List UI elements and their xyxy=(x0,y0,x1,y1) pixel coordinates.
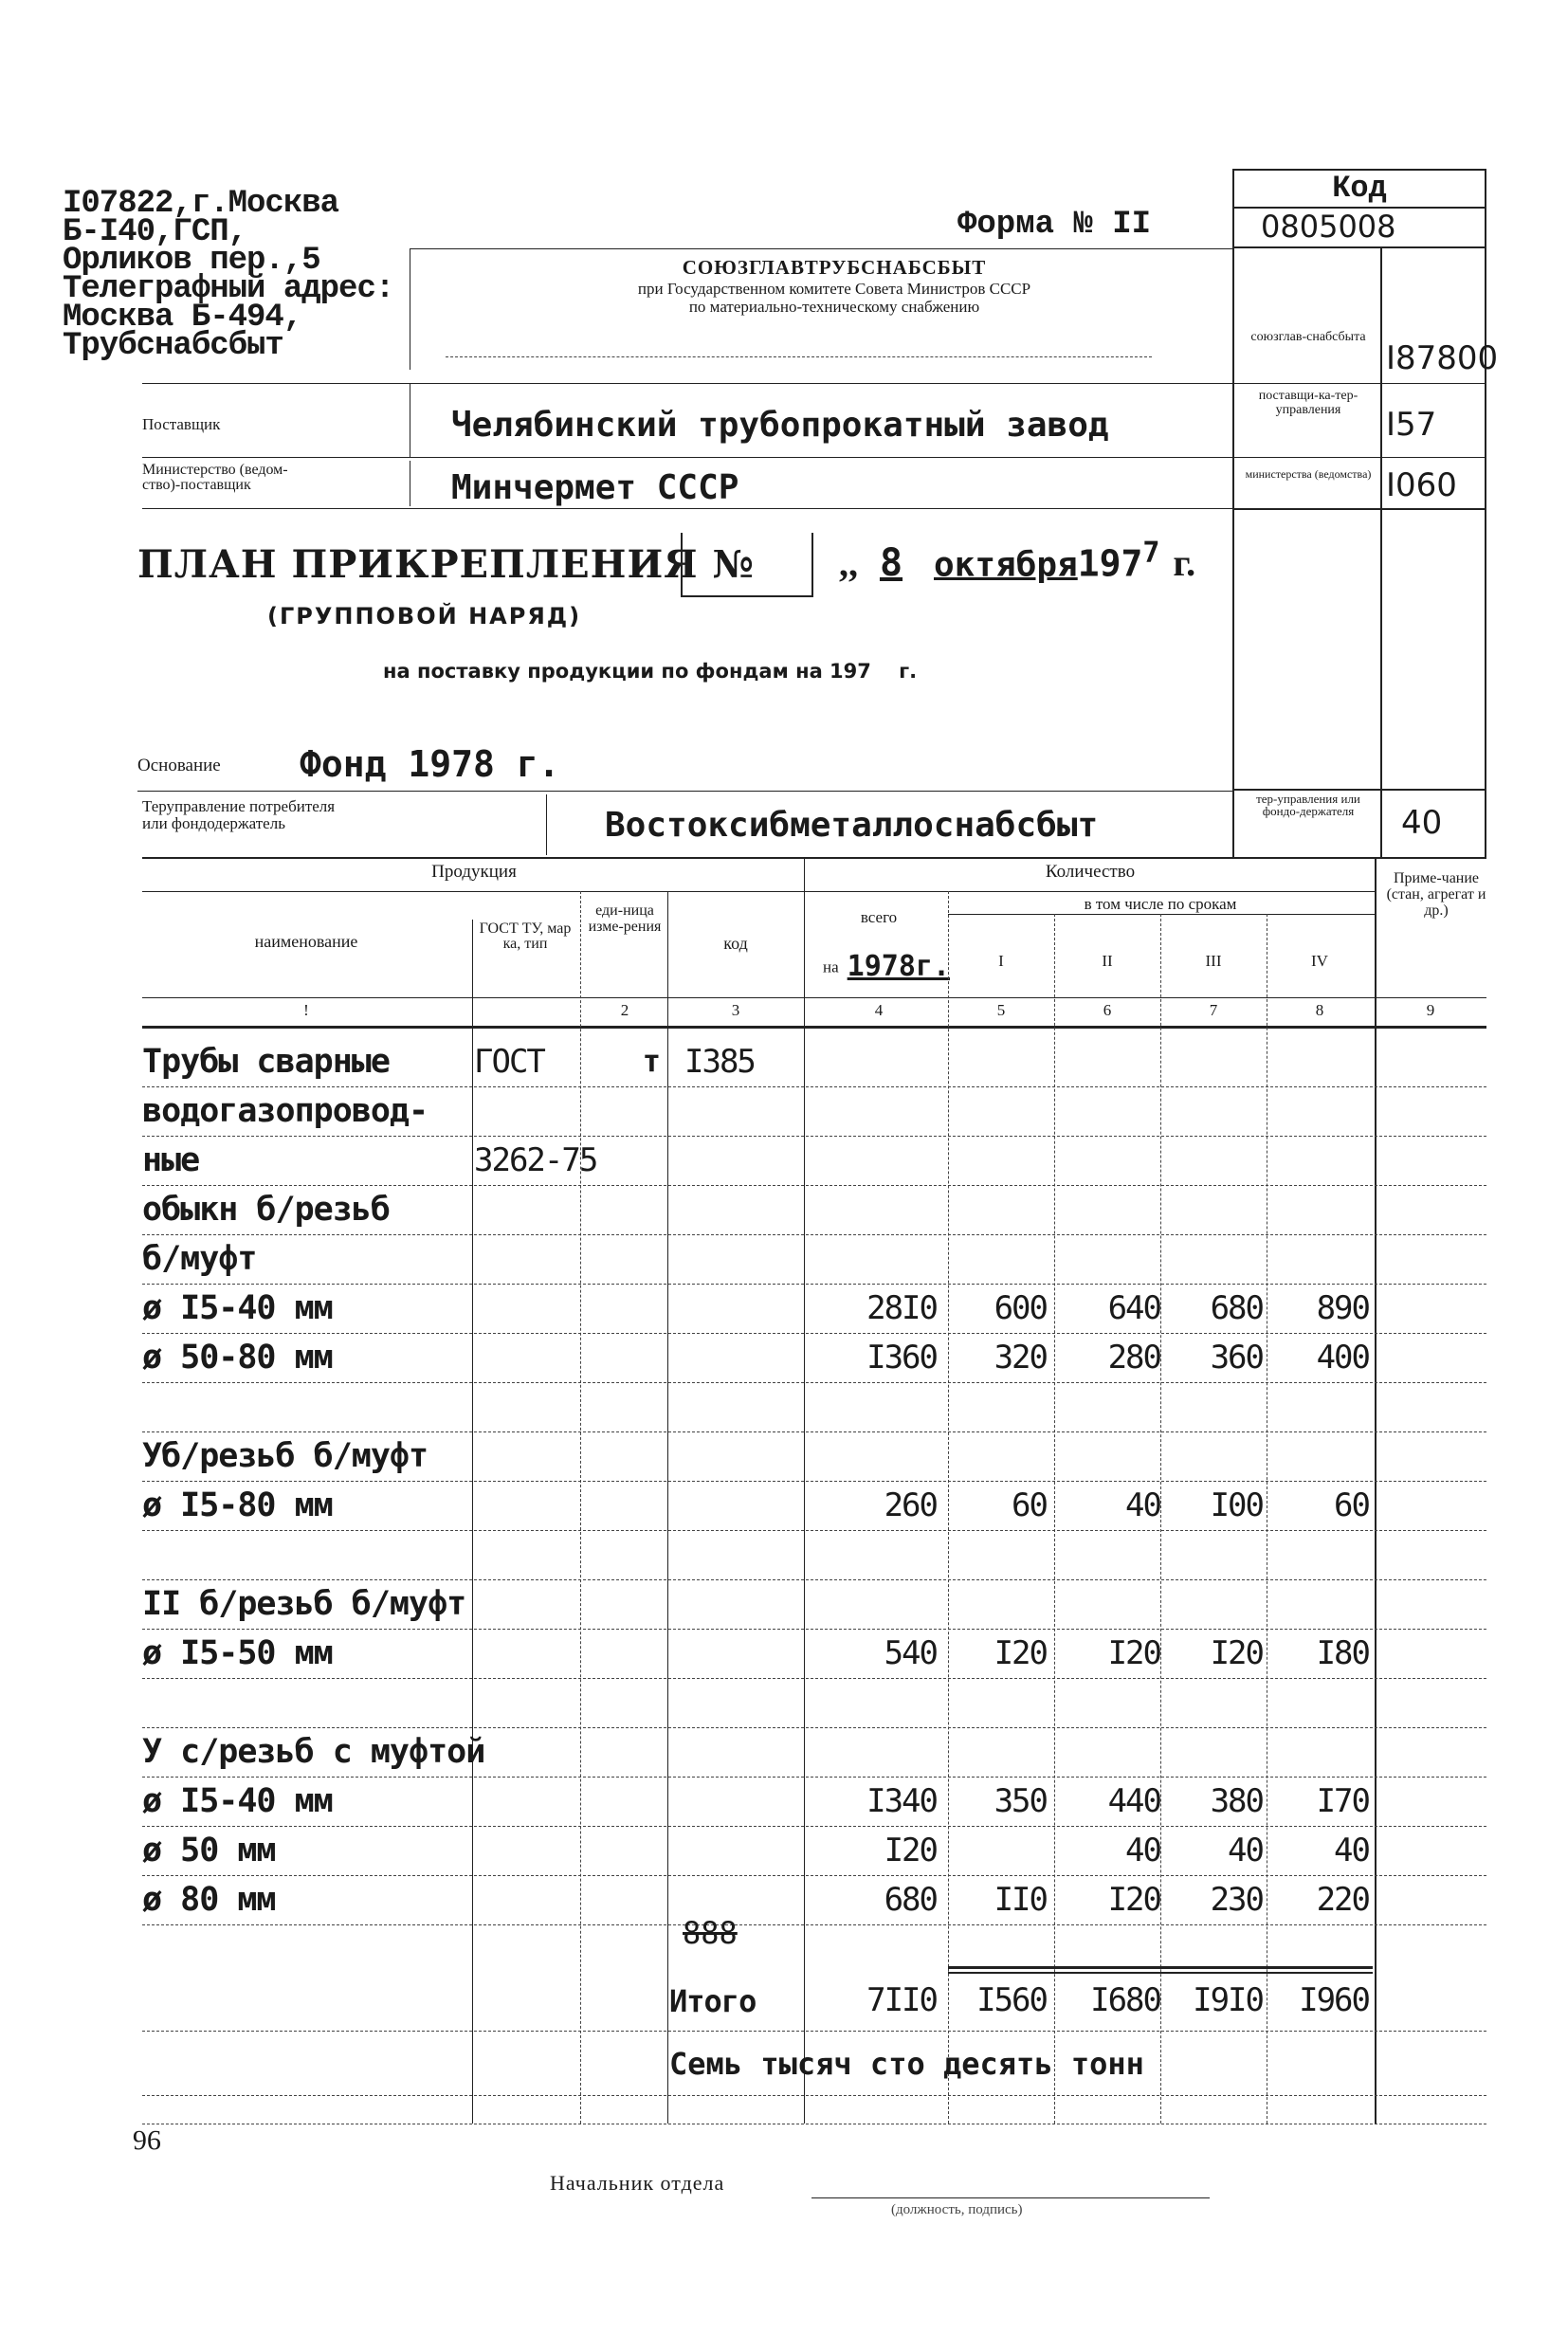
plan-subtitle: (ГРУППОВОЙ НАРЯД) xyxy=(267,603,582,629)
plan-date xyxy=(839,537,1195,585)
address-line-3: Орликов пер.,5 xyxy=(63,243,320,279)
cell-q3: I20 xyxy=(1210,1634,1263,1672)
cell-q2: 440 xyxy=(1107,1782,1160,1820)
cell-q4: 220 xyxy=(1316,1881,1369,1919)
colnum-2: 2 xyxy=(620,1001,629,1019)
sender-address xyxy=(63,186,394,364)
cell-q3: I00 xyxy=(1210,1486,1263,1524)
org-subtitle-1: при Государственном комитете Совета Министров СССР xyxy=(637,280,1031,298)
cell-q2: 640 xyxy=(1107,1289,1160,1327)
row-rule xyxy=(142,1086,1486,1087)
th-name: наименование xyxy=(254,932,358,951)
code-box xyxy=(1232,169,1486,859)
ter-code-label: тер-управления или фондо-держателя xyxy=(1256,792,1360,818)
cell-q2: 40 xyxy=(1125,1832,1160,1869)
th-q3: III xyxy=(1205,952,1222,970)
row-rule xyxy=(142,1382,1486,1383)
cell-total: 540 xyxy=(884,1634,937,1672)
th-total-year xyxy=(823,944,950,984)
th-code: код xyxy=(723,934,748,953)
colnum-0: ! xyxy=(303,1001,309,1019)
colnum-8: 8 xyxy=(1315,1001,1324,1019)
cell-total: 260 xyxy=(884,1486,937,1524)
th-q2: II xyxy=(1102,952,1113,970)
total-q1: I560 xyxy=(976,1981,1047,2019)
th-product: Продукция xyxy=(431,862,517,882)
date-suffix: г. xyxy=(1173,541,1196,585)
code-header: Код xyxy=(1332,171,1387,206)
cell-q4: I80 xyxy=(1316,1634,1369,1672)
cell-q2: 40 xyxy=(1125,1486,1160,1524)
cell-name: ные xyxy=(142,1141,200,1179)
cell-gost: 3262-75 xyxy=(474,1141,597,1179)
row-rule xyxy=(142,1431,1486,1432)
cell-q1: 60 xyxy=(1012,1486,1047,1524)
soyuz-code-value: I87800 xyxy=(1386,339,1499,377)
row-rule xyxy=(142,1777,1486,1778)
row-rule xyxy=(142,1234,1486,1235)
org-subtitle-2: по материально-техническому снабжению xyxy=(688,298,980,316)
cell-q2: I20 xyxy=(1107,1881,1160,1919)
cell-total: 680 xyxy=(884,1881,937,1919)
ministry-code-label: министерства (ведомства) xyxy=(1245,467,1372,481)
date-month: октября xyxy=(934,545,1078,585)
ministry-label-1: Министерство (ведом- xyxy=(142,462,288,478)
cell-name: ø 50 мм xyxy=(142,1832,276,1869)
cell-name: Уб/резьб б/муфт xyxy=(142,1437,428,1475)
total-words: Семь тысяч сто десять тонн xyxy=(669,2046,1144,2082)
cell-gost: ГОСТ xyxy=(474,1043,544,1081)
th-q1: I xyxy=(998,952,1004,970)
cell-name: У с/резьб с муфтой xyxy=(142,1733,485,1771)
signature-hint: (должность, подпись) xyxy=(891,2202,1023,2217)
supplier-value: Челябинский трубопрокатный завод xyxy=(451,406,1109,445)
row-rule xyxy=(142,1579,1486,1580)
row-rule xyxy=(142,1284,1486,1285)
basis-label: Основание xyxy=(137,756,221,775)
cell-q2: I20 xyxy=(1107,1634,1160,1672)
cell-total: I360 xyxy=(866,1339,937,1377)
cell-q3: 230 xyxy=(1210,1881,1263,1919)
ministry-value: Минчермет СССР xyxy=(451,468,739,507)
soyuz-code-label: союзглав-снабсбыта xyxy=(1250,330,1366,344)
cell-name: б/муфт xyxy=(142,1240,257,1278)
cell-code: I385 xyxy=(684,1043,755,1081)
cell-q1: II0 xyxy=(994,1881,1047,1919)
cell-total: I20 xyxy=(884,1832,937,1869)
cell-name: ø I5-40 мм xyxy=(142,1782,333,1820)
supplier-code-value: I57 xyxy=(1386,406,1437,444)
row-rule xyxy=(142,1629,1486,1630)
plan-number-box[interactable] xyxy=(681,533,813,597)
total-label: Итого xyxy=(669,1983,757,2019)
cell-q2: 280 xyxy=(1107,1339,1160,1377)
cell-q1: 350 xyxy=(994,1782,1047,1820)
cell-q4: 60 xyxy=(1334,1486,1369,1524)
cell-q4: 890 xyxy=(1316,1289,1369,1327)
row-rule xyxy=(142,1826,1486,1827)
address-line-1: I07822,г.Москва xyxy=(63,186,339,222)
ministry-label xyxy=(142,463,288,493)
date-year-digit: 7 xyxy=(1142,537,1160,570)
total-q2: I680 xyxy=(1090,1981,1160,2019)
cell-name: обыкн б/резьб xyxy=(142,1191,390,1229)
row-rule xyxy=(142,1136,1486,1137)
row-rule xyxy=(142,1875,1486,1876)
supplier-label: Поставщик xyxy=(142,415,221,433)
cell-q4: 400 xyxy=(1316,1339,1369,1377)
ministry-code-value: I060 xyxy=(1386,466,1457,504)
th-quantity: Количество xyxy=(1045,862,1136,882)
address-line-2: Б-I40,ГСП, xyxy=(63,214,247,250)
row-rule xyxy=(142,1727,1486,1728)
colnum-3: 3 xyxy=(731,1001,740,1019)
cell-q1: I20 xyxy=(994,1634,1047,1672)
cell-q3: 360 xyxy=(1210,1339,1263,1377)
code-extra: 888 xyxy=(683,1915,738,1951)
cell-total: I340 xyxy=(866,1782,937,1820)
cell-q4: 40 xyxy=(1334,1832,1369,1869)
colnum-5: 5 xyxy=(996,1001,1006,1019)
colnum-7: 7 xyxy=(1209,1001,1218,1019)
address-line-5: Москва Б-494, xyxy=(63,300,302,336)
consumer-value: Востоксибметаллоснабсбыт xyxy=(605,806,1099,845)
cell-name: ø I5-80 мм xyxy=(142,1486,333,1524)
row-rule xyxy=(142,1530,1486,1531)
delivery-text: на поставку продукции по фондам на 197 г. xyxy=(383,660,918,683)
colnum-6: 6 xyxy=(1103,1001,1112,1019)
th-periods: в том числе по срокам xyxy=(1084,895,1237,913)
row-rule xyxy=(142,1481,1486,1482)
supplier-code-label: поставщи-ка-тер-управления xyxy=(1258,389,1358,417)
date-year-prefix: 197 xyxy=(1077,542,1143,585)
cell-name: водогазопровод- xyxy=(142,1092,428,1130)
cell-q3: 380 xyxy=(1210,1782,1263,1820)
th-total-year-value: 1978г. xyxy=(847,950,951,983)
cell-name: Трубы сварные xyxy=(142,1043,390,1081)
address-line-6: Трубснабсбыт xyxy=(63,328,283,364)
row-rule xyxy=(142,1333,1486,1334)
total-sum: 7II0 xyxy=(866,1981,937,2019)
basis-value: Фонд 1978 г. xyxy=(300,743,560,785)
row-rule xyxy=(142,1185,1486,1186)
cell-name: II б/резьб б/муфт xyxy=(142,1585,466,1623)
th-q4: IV xyxy=(1311,952,1328,970)
cell-q4: I70 xyxy=(1316,1782,1369,1820)
row-rule xyxy=(142,2095,1486,2096)
total-q3: I9I0 xyxy=(1193,1981,1263,2019)
consumer-label xyxy=(142,798,335,832)
row-rule xyxy=(142,1678,1486,1679)
cell-unit: т xyxy=(642,1043,660,1079)
th-unit: еди-ница изме-рения xyxy=(588,903,662,935)
row-rule xyxy=(142,2031,1486,2032)
cell-name: ø 50-80 мм xyxy=(142,1339,333,1377)
date-day: 8 xyxy=(879,541,903,586)
page-number: 96 xyxy=(133,2124,161,2156)
cell-q1: 600 xyxy=(994,1289,1047,1327)
cell-total: 28I0 xyxy=(866,1289,937,1327)
cell-q3: 40 xyxy=(1228,1832,1263,1869)
th-total: всего xyxy=(860,908,898,926)
colnum-4: 4 xyxy=(874,1001,884,1019)
th-note: Приме-чание (стан, агрегат и др.) xyxy=(1386,870,1486,919)
ter-code-value: 40 xyxy=(1401,804,1443,842)
th-gost: ГОСТ ТУ, мар ка, тип xyxy=(479,921,572,952)
cell-name: ø I5-50 мм xyxy=(142,1634,333,1672)
cell-q1: 320 xyxy=(994,1339,1047,1377)
th-total-on: на xyxy=(823,957,839,976)
cell-name: ø 80 мм xyxy=(142,1881,276,1919)
form-number: Форма № II xyxy=(957,207,1152,243)
footer-chief: Начальник отдела xyxy=(550,2171,725,2195)
date-quote: ,, xyxy=(839,541,858,585)
form-code: 0805008 xyxy=(1261,209,1396,245)
cell-name: ø I5-40 мм xyxy=(142,1289,333,1327)
org-block xyxy=(455,256,1213,316)
colnum-9: 9 xyxy=(1426,1001,1435,1019)
row-rule xyxy=(142,1924,1486,1925)
consumer-label-1: Теруправление потребителя xyxy=(142,797,336,815)
plan-title: ПЛАН ПРИКРЕПЛЕНИЯ № xyxy=(137,542,755,587)
org-name: СОЮЗГЛАВТРУБСНАБСБЫТ xyxy=(682,256,987,279)
address-line-4: Телеграфный адрес: xyxy=(63,271,394,307)
cell-q3: 680 xyxy=(1210,1289,1263,1327)
consumer-label-2: или фондодержатель xyxy=(142,814,285,832)
total-q4: I960 xyxy=(1299,1981,1369,2019)
ministry-label-2: ство)-поставщик xyxy=(142,477,251,493)
